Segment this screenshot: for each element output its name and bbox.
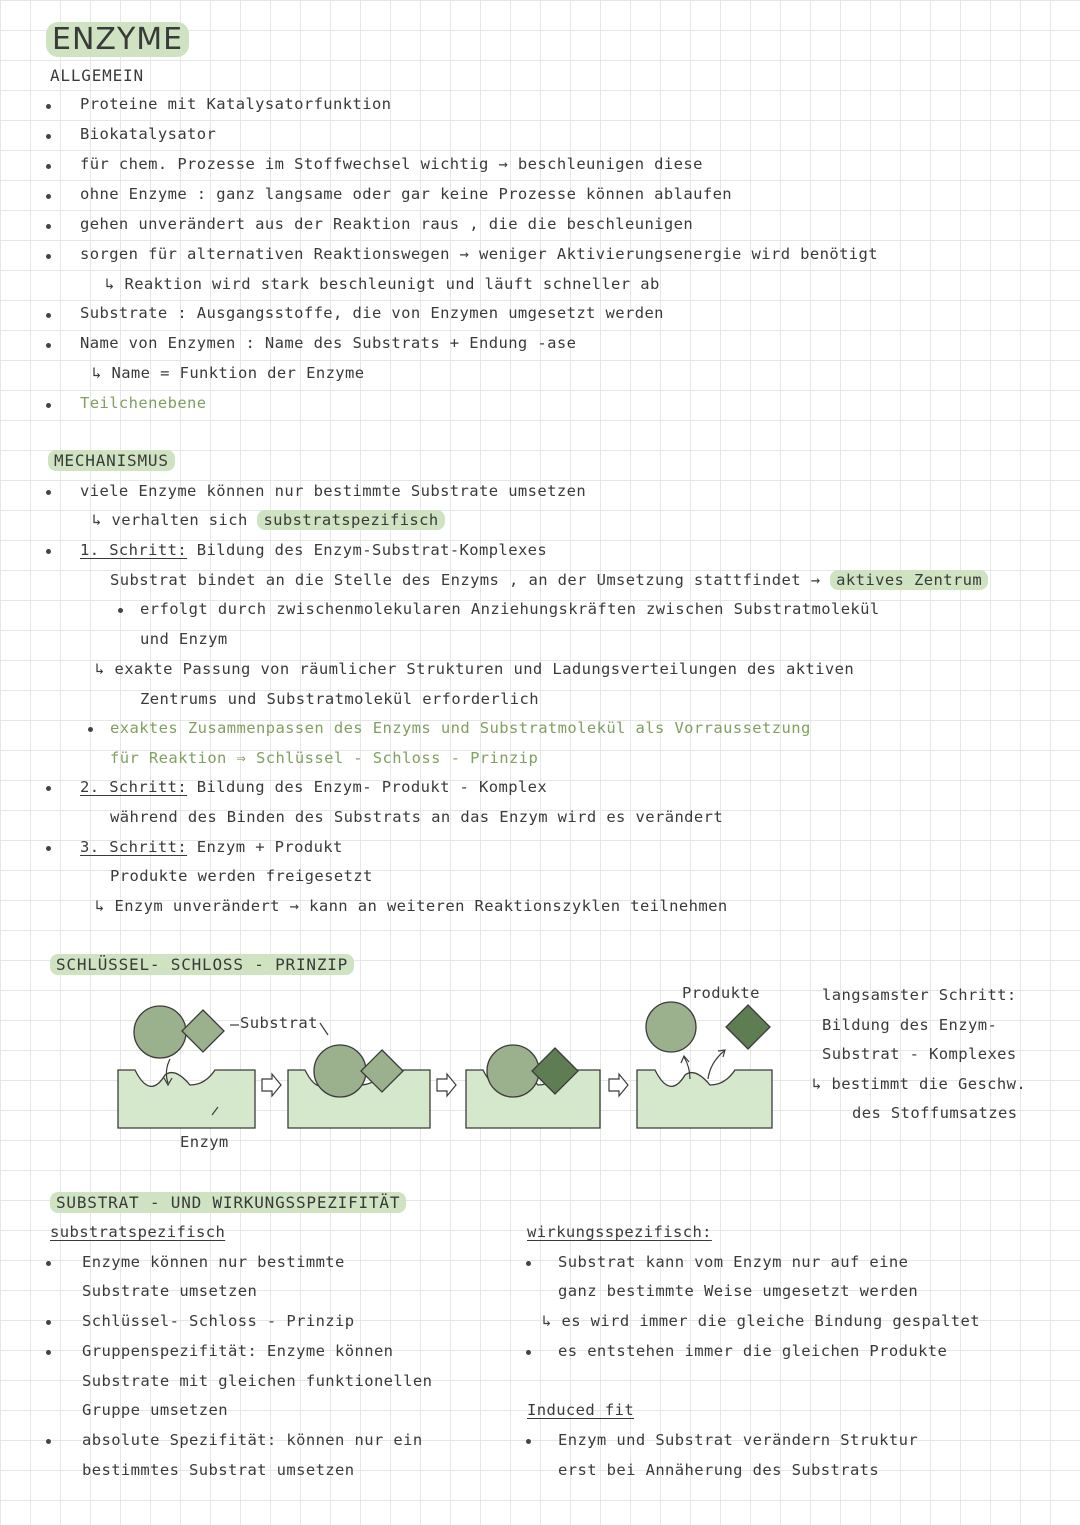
substrate-diamond bbox=[182, 1010, 224, 1052]
side-note: Substrat - Komplexes bbox=[822, 1045, 1017, 1063]
bullet bbox=[46, 343, 51, 348]
note-line: ohne Enzyme : ganz langsame oder gar keine Prozesse können ablaufen bbox=[80, 185, 733, 203]
bullet bbox=[526, 1261, 531, 1266]
release-arrow bbox=[708, 1051, 724, 1079]
step-1-text: Bildung des Enzym-Substrat-Komplexes bbox=[196, 541, 548, 559]
bullet bbox=[526, 1350, 531, 1355]
note-line: Enzym und Substrat verändern Struktur bbox=[558, 1431, 919, 1449]
note-line: Substrate : Ausgangsstoffe, die von Enzymen umgesetzt werden bbox=[80, 304, 664, 322]
note-line: für Reaktion ⇒ Schlüssel - Schloss - Prinzip bbox=[110, 749, 539, 767]
keyword-aktives-zentrum: aktives Zentrum bbox=[830, 570, 988, 590]
bullet bbox=[46, 134, 51, 139]
note-line: und Enzym bbox=[140, 630, 228, 648]
note-line: viele Enzyme können nur bestimmte Substrate umsetzen bbox=[80, 482, 587, 500]
bullet bbox=[46, 224, 51, 229]
note-part: Substrat bindet an die Stelle des Enzyms , an der Umsetzung stattfindet → bbox=[110, 571, 821, 589]
note-line: ↳ Reaktion wird stark beschleunigt und läuft schneller ab bbox=[105, 275, 660, 293]
note-line: absolute Spezifität: können nur ein bbox=[82, 1431, 423, 1449]
note-line: erst bei Annäherung des Substrats bbox=[558, 1461, 880, 1479]
step-1 bbox=[80, 541, 547, 559]
spezifitaet-label: SUBSTRAT - UND WIRKUNGSSPEZIFITÄT bbox=[50, 1192, 406, 1213]
bullet bbox=[118, 608, 123, 613]
substrate-circle bbox=[314, 1045, 366, 1097]
note-line: Substrate umsetzen bbox=[82, 1282, 258, 1300]
note-line: sorgen für alternativen Reaktionswegen → weniger Aktivierungsenergie wird benötigt bbox=[80, 245, 879, 263]
step-2-text: Bildung des Enzym- Produkt - Komplex bbox=[196, 778, 548, 796]
note-line: Zentrums und Substratmolekül erforderlich bbox=[140, 690, 540, 708]
note-line: Gruppenspezifität: Enzyme können bbox=[82, 1342, 394, 1360]
note-line: erfolgt durch zwischenmolekularen Anziehungskräften zwischen Substratmolekül bbox=[140, 600, 880, 618]
side-note: des Stoffumsatzes bbox=[852, 1104, 1018, 1122]
lock-key-diagram bbox=[0, 975, 800, 1175]
note-line: ↳ Enzym unverändert → kann an weiteren Reaktionszyklen teilnehmen bbox=[95, 897, 728, 915]
step-1-label: 1. Schritt: bbox=[80, 541, 188, 559]
note-line bbox=[92, 511, 445, 529]
note-line: bestimmtes Substrat umsetzen bbox=[82, 1461, 355, 1479]
enzyme-shape bbox=[637, 1070, 772, 1128]
side-note: ↳ bestimmt die Geschw. bbox=[812, 1075, 1027, 1093]
substrate-circle bbox=[134, 1006, 186, 1058]
note-line: Produkte werden freigesetzt bbox=[110, 867, 373, 885]
bullet bbox=[46, 403, 51, 408]
step-arrow bbox=[262, 1074, 281, 1096]
bullet bbox=[526, 1439, 531, 1444]
step-2 bbox=[80, 778, 547, 796]
section-heading-allgemein: ALLGEMEIN bbox=[50, 66, 144, 85]
diagram-label-enzym: Enzym bbox=[180, 1133, 229, 1151]
bullet bbox=[46, 1320, 51, 1325]
enzyme-shape bbox=[118, 1070, 255, 1128]
bullet bbox=[46, 164, 51, 169]
subheading-wirkungsspezifisch: wirkungsspezifisch: bbox=[527, 1223, 712, 1241]
section-heading-spezifitaet bbox=[50, 1193, 406, 1212]
diagram-label-substrat: Substrat bbox=[240, 1014, 318, 1032]
bullet bbox=[46, 254, 51, 259]
side-note: langsamster Schritt: bbox=[822, 986, 1017, 1004]
schluessel-label: SCHLÜSSEL- SCHLOSS - PRINZIP bbox=[50, 954, 354, 975]
note-line: Proteine mit Katalysatorfunktion bbox=[80, 95, 392, 113]
subheading-induced-fit: Induced fit bbox=[527, 1401, 635, 1419]
note-line: ↳ exakte Passung von räumlicher Strukturen und Ladungsverteilungen des aktiven bbox=[95, 660, 855, 678]
note-line: es entstehen immer die gleichen Produkte bbox=[558, 1342, 948, 1360]
note-line: Name von Enzymen : Name des Substrats + Endung -ase bbox=[80, 334, 577, 352]
bullet bbox=[46, 1261, 51, 1266]
step-3-label: 3. Schritt: bbox=[80, 838, 188, 856]
bullet bbox=[46, 549, 51, 554]
note-line: Gruppe umsetzen bbox=[82, 1401, 228, 1419]
mechanismus-label: MECHANISMUS bbox=[48, 450, 175, 471]
note-line: gehen unverändert aus der Reaktion raus , die die beschleunigen bbox=[80, 215, 694, 233]
step-3-text: Enzym + Produkt bbox=[196, 838, 343, 856]
bullet bbox=[46, 313, 51, 318]
note-line: Substrat kann vom Enzym nur auf eine bbox=[558, 1253, 909, 1271]
bullet bbox=[46, 104, 51, 109]
note-part: ↳ verhalten sich bbox=[92, 511, 248, 529]
bullet bbox=[46, 490, 51, 495]
diagram-label-produkte: Produkte bbox=[682, 984, 760, 1002]
bullet bbox=[46, 1439, 51, 1444]
product-diamond bbox=[726, 1005, 770, 1049]
step-2-label: 2. Schritt: bbox=[80, 778, 188, 796]
step-3 bbox=[80, 838, 343, 856]
section-heading-mechanismus bbox=[48, 451, 175, 470]
note-line bbox=[110, 571, 988, 589]
note-line: Enzyme können nur bestimmte bbox=[82, 1253, 345, 1271]
bullet bbox=[46, 846, 51, 851]
note-line: ↳ es wird immer die gleiche Bindung gespaltet bbox=[542, 1312, 980, 1330]
note-line: exaktes Zusammenpassen des Enzyms und Substratmolekül als Vorraussetzung bbox=[110, 719, 811, 737]
note-line: Substrate mit gleichen funktionellen bbox=[82, 1372, 433, 1390]
step-arrow bbox=[437, 1074, 456, 1096]
bullet bbox=[46, 194, 51, 199]
product-circle bbox=[646, 1002, 696, 1052]
keyword-substratspezifisch: substratspezifisch bbox=[257, 510, 444, 530]
page-title: ENZYME bbox=[46, 22, 189, 57]
bullet bbox=[46, 786, 51, 791]
note-line: für chem. Prozesse im Stoffwechsel wichtig → beschleunigen diese bbox=[80, 155, 703, 173]
note-line-teilchenebene: Teilchenebene bbox=[80, 394, 207, 412]
step-arrow bbox=[609, 1074, 628, 1096]
note-line: ↳ Name = Funktion der Enzyme bbox=[92, 364, 365, 382]
bullet bbox=[88, 727, 93, 732]
note-line: während des Binden des Substrats an das Enzym wird es verändert bbox=[110, 808, 724, 826]
label-leader bbox=[320, 1023, 328, 1035]
bullet bbox=[46, 1350, 51, 1355]
note-line: Schlüssel- Schloss - Prinzip bbox=[82, 1312, 355, 1330]
subheading-substratspezifisch: substratspezifisch bbox=[50, 1223, 226, 1241]
note-line: Biokatalysator bbox=[80, 125, 217, 143]
side-note: Bildung des Enzym- bbox=[822, 1016, 998, 1034]
section-heading-schluessel bbox=[50, 955, 354, 974]
note-line: ganz bestimmte Weise umgesetzt werden bbox=[558, 1282, 919, 1300]
